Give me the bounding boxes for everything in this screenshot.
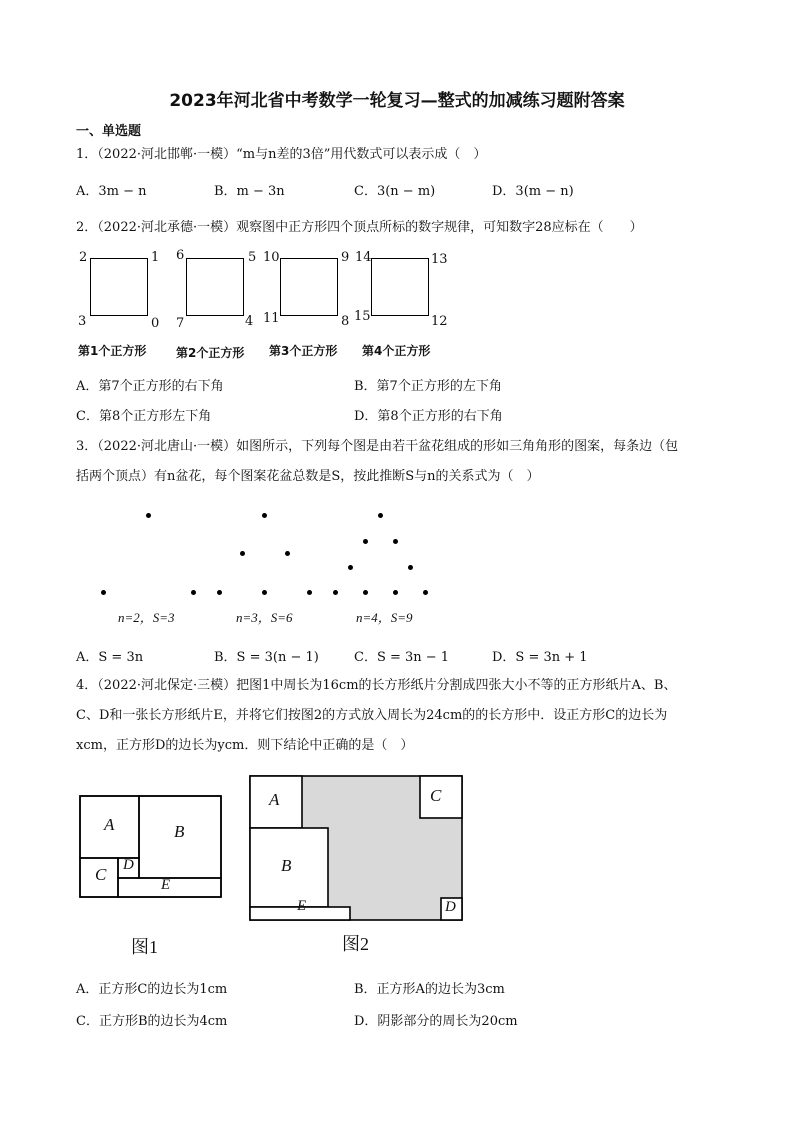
q1-option-d[interactable]: D．3(m − n) [492, 184, 574, 199]
figure-2-caption: 图2 [342, 934, 369, 954]
q3-option-a[interactable]: A．S = 3n [76, 650, 144, 665]
flower-dot [408, 565, 413, 570]
flower-dot [378, 513, 383, 518]
flower-dot [191, 590, 196, 595]
figure-1-caption: 图1 [131, 937, 158, 957]
fig2-label-a: A [269, 790, 280, 809]
square-1-br: 0 [151, 316, 160, 331]
fig1-label-c: C [95, 865, 107, 884]
flower-dot [101, 590, 106, 595]
square-1 [90, 258, 148, 316]
square-3-tl: 10 [263, 250, 280, 265]
q4-stem-line3: xcm，正方形D的边长为ycm．则下结论中正确的是（ ） [76, 738, 414, 753]
q3-option-c[interactable]: C．S = 3n − 1 [354, 650, 450, 665]
flower-dot [262, 513, 267, 518]
fig1-label-d: D [123, 857, 134, 873]
fig2-label-d: D [445, 899, 456, 915]
flower-dot [333, 590, 338, 595]
fig1-label-a: A [104, 815, 115, 834]
page-title: 2023年河北省中考数学一轮复习—整式的加减练习题附答案 [169, 91, 625, 111]
section-heading: 一、单选题 [76, 124, 142, 139]
square-2-tr: 5 [248, 250, 257, 265]
q2-stem: 2．（2022·河北承德·一模）观察图中正方形四个顶点所标的数字规律，可知数字28应标在（ ） [76, 220, 643, 235]
square-2-br: 4 [245, 314, 254, 329]
q4-stem-line1: 4．（2022·河北保定·三模）把图1中周长为16cm的长方形纸片分割成四张大小不等的正方形纸片A、B、 [76, 678, 677, 693]
flower-dot [423, 590, 428, 595]
q3-stem-line2: 括两个顶点）有n盆花，每个图案花盆总数是S，按此推断S与n的关系式为（ ） [76, 469, 540, 484]
q3-stem-line1: 3．（2022·河北唐山·一模）如图所示，下列每个图是由若干盆花组成的形如三角角形的图案，每条边（包 [76, 439, 679, 454]
q4-option-a[interactable]: A．正方形C的边长为1cm [76, 982, 228, 997]
pattern-2-label: n=3，S=6 [236, 610, 293, 625]
flower-dot [363, 539, 368, 544]
square-1-caption: 第1个正方形 [78, 344, 147, 358]
flower-dot [217, 590, 222, 595]
square-2-bl: 7 [176, 316, 185, 331]
q4-stem-line2: C、D和一张长方形纸片E，并将它们按图2的方式放入周长为24cm的的长方形中．设正方形C的边长为 [76, 708, 668, 723]
flower-dot [348, 565, 353, 570]
square-1-bl: 3 [78, 314, 87, 329]
flower-dot [393, 590, 398, 595]
q2-option-c[interactable]: C．第8个正方形左下角 [76, 409, 212, 424]
q1-option-c[interactable]: C．3(n − m) [354, 184, 436, 199]
fig2-label-b: B [281, 856, 292, 875]
square-4-br: 12 [431, 314, 448, 329]
square-4-caption: 第4个正方形 [362, 344, 431, 358]
square-2-caption: 第2个正方形 [176, 346, 245, 360]
pattern-3-label: n=4，S=9 [356, 610, 413, 625]
flower-dot [363, 590, 368, 595]
fig1-label-e: E [161, 877, 171, 893]
square-1-tr: 1 [151, 250, 160, 265]
square-3-bl: 11 [263, 311, 280, 326]
flower-dot [262, 590, 267, 595]
square-3-br: 8 [341, 314, 350, 329]
square-3-tr: 9 [341, 250, 350, 265]
square-2-tl: 6 [176, 248, 185, 263]
square-4-bl: 15 [354, 309, 371, 324]
square-4 [371, 258, 429, 316]
q1-option-b[interactable]: B．m − 3n [214, 184, 285, 199]
flower-dot [307, 590, 312, 595]
flower-dot [393, 539, 398, 544]
q1-option-a[interactable]: A．3m − n [76, 184, 147, 199]
q4-option-b[interactable]: B．正方形A的边长为3cm [354, 982, 505, 997]
square-3 [280, 258, 338, 316]
flower-dot [146, 513, 151, 518]
square-4-tr: 13 [431, 252, 448, 267]
q2-option-d[interactable]: D．第8个正方形的右下角 [354, 409, 503, 424]
q2-option-a[interactable]: A．第7个正方形的右下角 [76, 379, 224, 394]
pattern-1-label: n=2，S=3 [118, 610, 175, 625]
fig2-label-e: E [297, 898, 307, 914]
square-2 [186, 258, 244, 316]
flower-dot [285, 551, 290, 556]
square-3-caption: 第3个正方形 [269, 344, 338, 358]
flower-dot [240, 551, 245, 556]
square-4-tl: 14 [355, 250, 372, 265]
q4-option-d[interactable]: D．阴影部分的周长为20cm [354, 1014, 518, 1029]
q1-stem: 1．（2022·河北邯郸·一模）“m与n差的3倍”用代数式可以表示成（ ） [76, 147, 487, 162]
q2-option-b[interactable]: B．第7个正方形的左下角 [354, 379, 502, 394]
q3-option-d[interactable]: D．S = 3n + 1 [492, 650, 588, 665]
fig1-label-b: B [174, 822, 185, 841]
fig2-label-c: C [430, 786, 442, 805]
square-1-tl: 2 [79, 250, 88, 265]
q4-option-c[interactable]: C．正方形B的边长为4cm [76, 1014, 228, 1029]
q3-option-b[interactable]: B．S = 3(n − 1) [214, 650, 319, 665]
